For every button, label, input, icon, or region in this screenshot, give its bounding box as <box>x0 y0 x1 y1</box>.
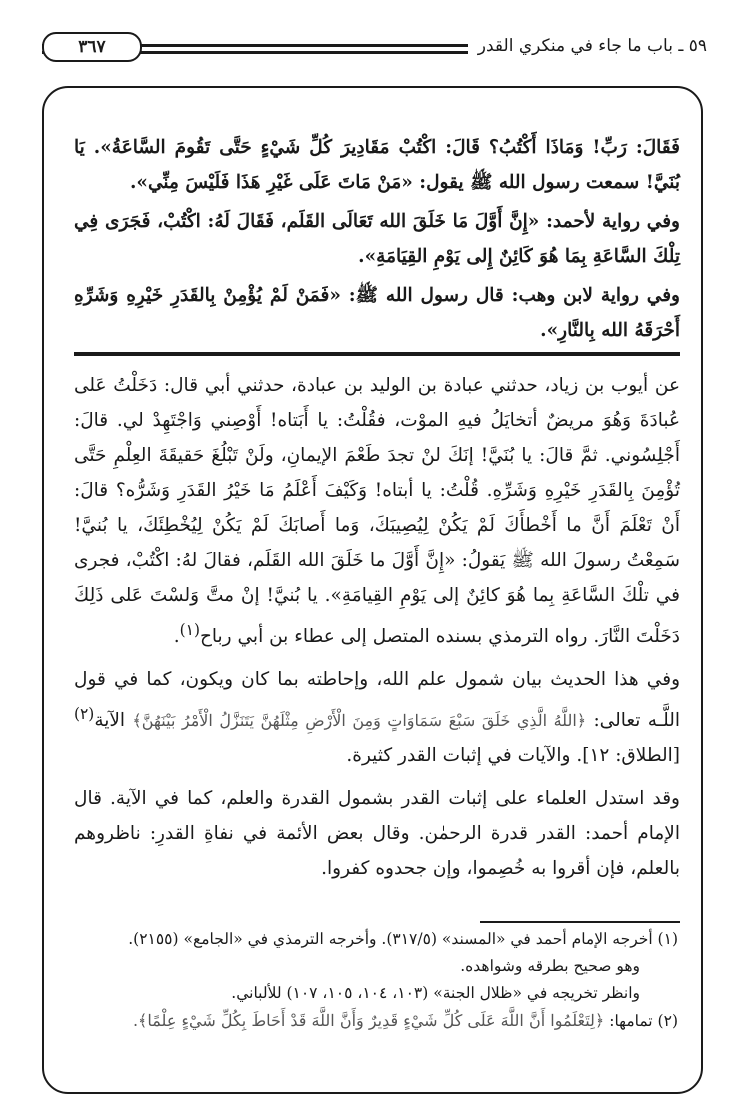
footnote: (١) أخرجه الإمام أحمد في «المسند» (٣١٧/٥). وأخرجه الترمذي في «الجامع» (٢١٥٥). <box>128 930 678 948</box>
chapter-title: ٥٩ ـ باب ما جاء في منكري القدر <box>468 31 707 61</box>
quran-verse: ﴿لِتَعْلَمُوا أَنَّ اللَّهَ عَلَى كُلِّ شَيْءٍ قَدِيرٌ وَأَنَّ اللَّهَ قَدْ أَحَاطَ بِكُلِّ شَيْءٍ عِلْمًا﴾. <box>132 1011 605 1030</box>
hadith-paragraph: فَقَالَ: رَبِّ! وَمَاذَا أَكْتُبُ؟ قَالَ: اكْتُبْ مَقَادِيرَ كُلِّ شَيْءٍ حَتَّى تَقُومَ السَّاعَةُ». يَا بُنَيَّ! سمعت رسول الله ﷺ يقول: «مَنْ مَاتَ عَلَى غَيْرِ هَذَا فَلَيْسَ مِنِّي». <box>74 137 680 193</box>
hadith-paragraph: وفي رواية لابن وهب: قال رسول الله ﷺ: «فَمَنْ لَمْ يُؤْمِنْ بِالقَدَرِ خَيْرِهِ وَشَرِّهِ أَحْرَقَهُ الله بِالنَّارِ». <box>74 285 680 341</box>
footnote-ref: (٢) <box>74 705 95 724</box>
footnote-line: وانظر تخريجه في «ظلال الجنة» (١٠٣، ١٠٤، ١٠٥، ١٠٧) للألباني. <box>231 984 640 1002</box>
hadith-box <box>74 130 680 348</box>
page-number: ٣٦٧ <box>42 32 142 62</box>
footnote-line: وهو صحيح بطرقه وشواهده. <box>460 957 640 975</box>
footnotes <box>86 926 678 1035</box>
commentary-paragraph: عن أيوب بن زياد، حدثني عبادة بن الوليد بن عبادة، حدثني أبي قال: دَخَلْتُ عَلى عُبادَةَ وَهُوَ مريضٌ أتخايَلُ فيهِ الموْت، فقُلْتُ: يا أَبَتاه! أَوْصِني وَاجْتَهِدْ لي. قالَ: أَجْلِسُوني. ثمَّ قالَ: يا بُنَيَّ! إنَكَ لنْ تجدَ طَعْمَ الإيمانِ، ولَنْ تَبْلُغَ حَقيقَةَ العِلْمِ حَتَّى تُؤْمِنَ بِالقَدَرِ خَيْرِهِ وَشَرِّهِ. قُلْتُ: يا أبتاه! وَكَيْفَ أَعْلَمُ مَا خَيْرُ القَدَرِ وَشَرُّه؟ قالَ: أَنْ تَعْلَمَ أَنَّ ما أَخْطأَكَ لَمْ يَكُنْ لِيُصِيبَكَ، وَما أَصابَكَ لَمْ يَكُنْ لِيُخْطِئَكَ، يا بُنيَّ! سَمِعْتُ رسولَ الله ﷺ يَقولُ: «إِنَّ أَوَّلَ ما خَلَقَ الله القَلَم، فقالَ لهُ: اكْتُبْ، فجرى في تلْكَ السَّاعَةِ بِما هُوَ كائِنٌ إلى يَوْمِ القِيامَةِ». يا بُنيَّ! إنْ متَّ وَلسْتَ عَلى ذَلِكَ دَخَلْتَ النَّارَ. رواه الترمذي بسنده المتصل إلى عطاء بن أبي رباح$^{(١)}$. <box>74 375 680 648</box>
hadith-paragraph: وفي رواية لأحمد: «إِنَّ أَوَّلَ مَا خَلَقَ الله تَعَالَى القَلَم، فَقَالَ لَهُ: اكْتُبْ، فَجَرَى فِي تِلْكَ السَّاعَةِ بِمَا هُوَ كَائِنٌ إِلى يَوْمِ القِيَامَةِ». <box>74 211 680 267</box>
section-divider <box>74 352 680 356</box>
quran-verse: ﴿اللَّهُ الَّذِي خَلَقَ سَبْعَ سَمَاوَاتٍ وَمِنَ الْأَرْضِ مِثْلَهُنَّ يَتَنَزَّلُ الْأَمْرُ بَيْنَهُنَّ﴾ <box>132 711 587 731</box>
footnote-rule <box>480 921 680 923</box>
page-header <box>42 30 707 74</box>
commentary-paragraph: وقد استدل العلماء على إثبات القدر بشمول القدرة والعلم، كما في الآية. قال الإمام أحمد: القدر قدرة الرحمٰن. وقال بعض الأئمة في نفاةِ القدرِ: ناظروهم بالعلم، فإن أقروا به خُصِموا، وإن جحدوه كفروا. <box>74 788 680 880</box>
footnote: (٢) تمامها: ﴿لِتَعْلَمُوا أَنَّ اللَّهَ عَلَى كُلِّ شَيْءٍ قَدِيرٌ وَأَنَّ اللَّهَ قَدْ أَحَاطَ بِكُلِّ شَيْءٍ عِلْمًا﴾. <box>132 1011 678 1030</box>
footnote-ref: (١) <box>179 621 200 639</box>
commentary-paragraph: وفي هذا الحديث بيان شمول علم الله، وإحاطته بما كان ويكون، كما في قول اللَّـه تعالى: ﴿اللَّهُ الَّذِي خَلَقَ سَبْعَ سَمَاوَاتٍ وَمِنَ الْأَرْضِ مِثْلَهُنَّ يَتَنَزَّلُ الْأَمْرُ بَيْنَهُنَّ﴾ الآية$^{(٢)}$ [الطلاق: ١٢]. والآيات في إثبات القدر كثيرة. <box>74 669 680 767</box>
commentary <box>74 368 680 886</box>
